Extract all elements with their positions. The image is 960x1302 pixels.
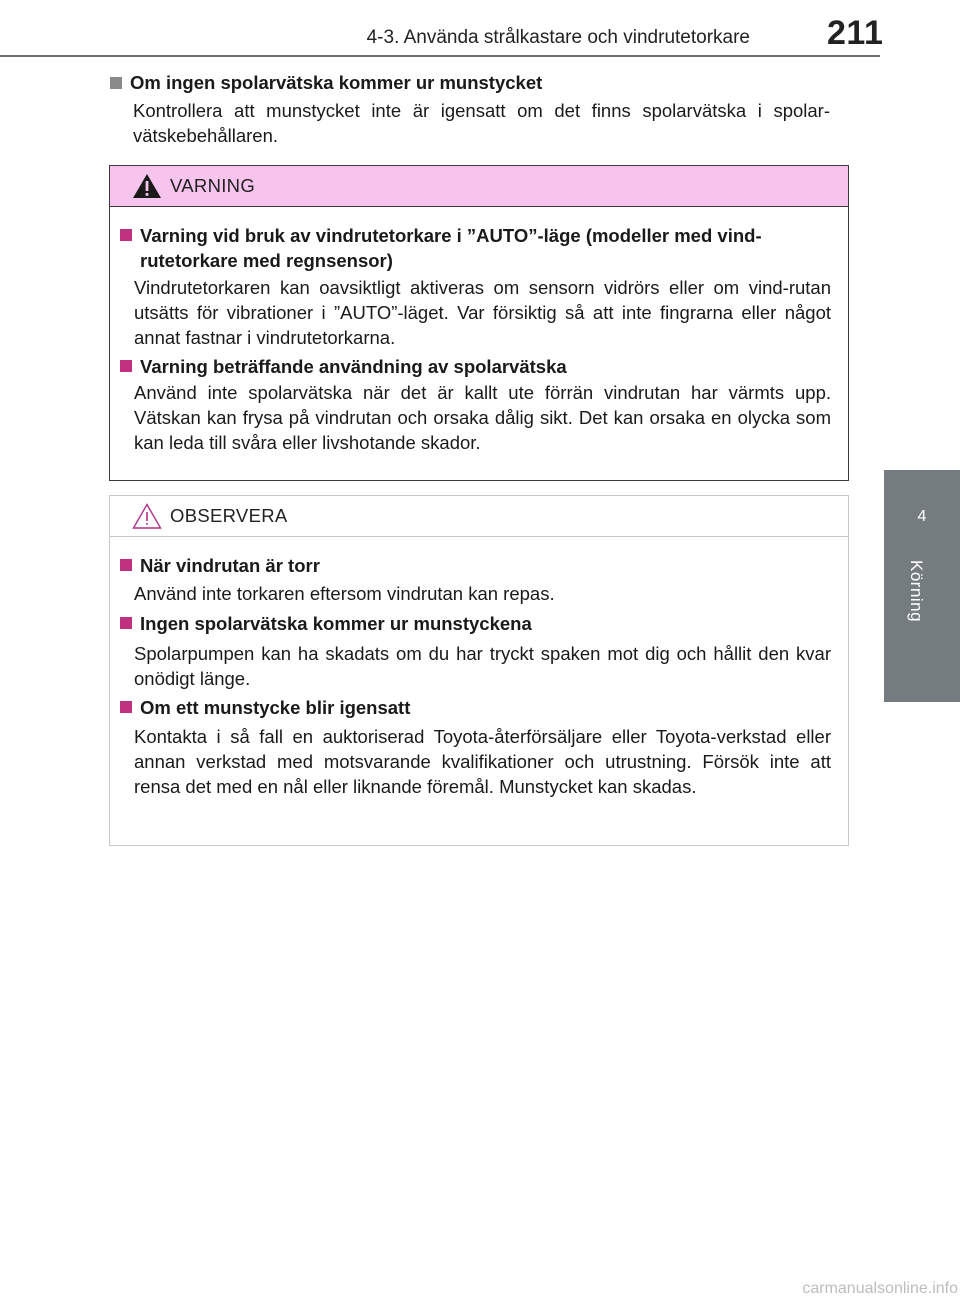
- notice-item-heading: [120, 611, 840, 636]
- warning-item-heading: [120, 354, 840, 379]
- notice-item-heading-text: Om ett munstycke blir igensatt: [140, 697, 411, 718]
- notice-item-heading: [120, 695, 840, 720]
- square-bullet-icon: [110, 77, 122, 89]
- warning-item-text: Vindrutetorkaren kan oavsiktligt aktiveras om sensorn vidrörs eller om vind-rutan utsätts för vibrationer i ”AUTO”-läget. Var försiktig så att inte fingrarna eller något annat fastnar i vindrutetorkarna.: [134, 277, 831, 348]
- notice-box: [109, 495, 849, 846]
- warning-label: VARNING: [170, 175, 256, 196]
- warning-item-heading-text: Varning beträffande användning av spolarvätska: [140, 356, 567, 377]
- page-number: 211: [827, 14, 884, 52]
- watermark: carmanualsonline.info: [802, 1280, 958, 1297]
- warning-box-header: [110, 166, 848, 207]
- square-bullet-icon: [120, 229, 132, 241]
- notice-item-text: Kontakta i så fall en auktoriserad Toyota-återförsäljare eller Toyota-verkstad eller annan verkstad med motsvarande kvalifikationer och utrustning. Försök inte att rensa det med en nål eller liknande föremål. Munstycket kan skadas.: [134, 726, 831, 797]
- intro-heading-text: Om ingen spolarvätska kommer ur munstycket: [130, 72, 543, 93]
- notice-label: OBSERVERA: [170, 505, 288, 526]
- notice-item-heading-text: När vindrutan är torr: [140, 555, 320, 576]
- intro-text: Kontrollera att munstycket inte är igensatt om det finns spolarvätska i spolar-vätskebehållaren.: [133, 100, 830, 146]
- caution-triangle-icon: [132, 503, 162, 529]
- square-bullet-icon: [120, 559, 132, 571]
- warning-triangle-icon: [132, 173, 162, 199]
- chapter-side-tab: [884, 470, 960, 702]
- chapter-number: 4: [917, 508, 927, 525]
- intro-heading: [110, 72, 542, 94]
- warning-item-heading: [120, 223, 840, 273]
- notice-item-heading: [120, 553, 840, 578]
- warning-item-text: Använd inte spolarvätska när det är kallt ute förrän vindrutan har värmts upp. Vätskan kan frysa på vindrutan och orsaka dålig sikt. Det kan orsaka en olycka som kan leda till svåra eller livshotande skador.: [134, 382, 831, 453]
- warning-box: [109, 165, 849, 481]
- notice-item-heading-text: Ingen spolarvätska kommer ur munstyckena: [140, 613, 532, 634]
- warning-item-heading-text: Varning vid bruk av vindrutetorkare i ”AUTO”-läge (modeller med vind-rutetorkare med regnsensor): [140, 225, 762, 271]
- notice-item-text: Använd inte torkaren eftersom vindrutan kan repas.: [134, 583, 555, 604]
- chapter-label: Körning: [907, 560, 926, 623]
- header-title: 4-3. Använda strålkastare och vindrutetorkare: [366, 27, 750, 48]
- header-rule: [0, 55, 880, 57]
- notice-box-header: [110, 496, 848, 537]
- square-bullet-icon: [120, 617, 132, 629]
- square-bullet-icon: [120, 360, 132, 372]
- square-bullet-icon: [120, 701, 132, 713]
- notice-item-text: Spolarpumpen kan ha skadats om du har tryckt spaken mot dig och hållit den kvar onödigt länge.: [134, 643, 831, 689]
